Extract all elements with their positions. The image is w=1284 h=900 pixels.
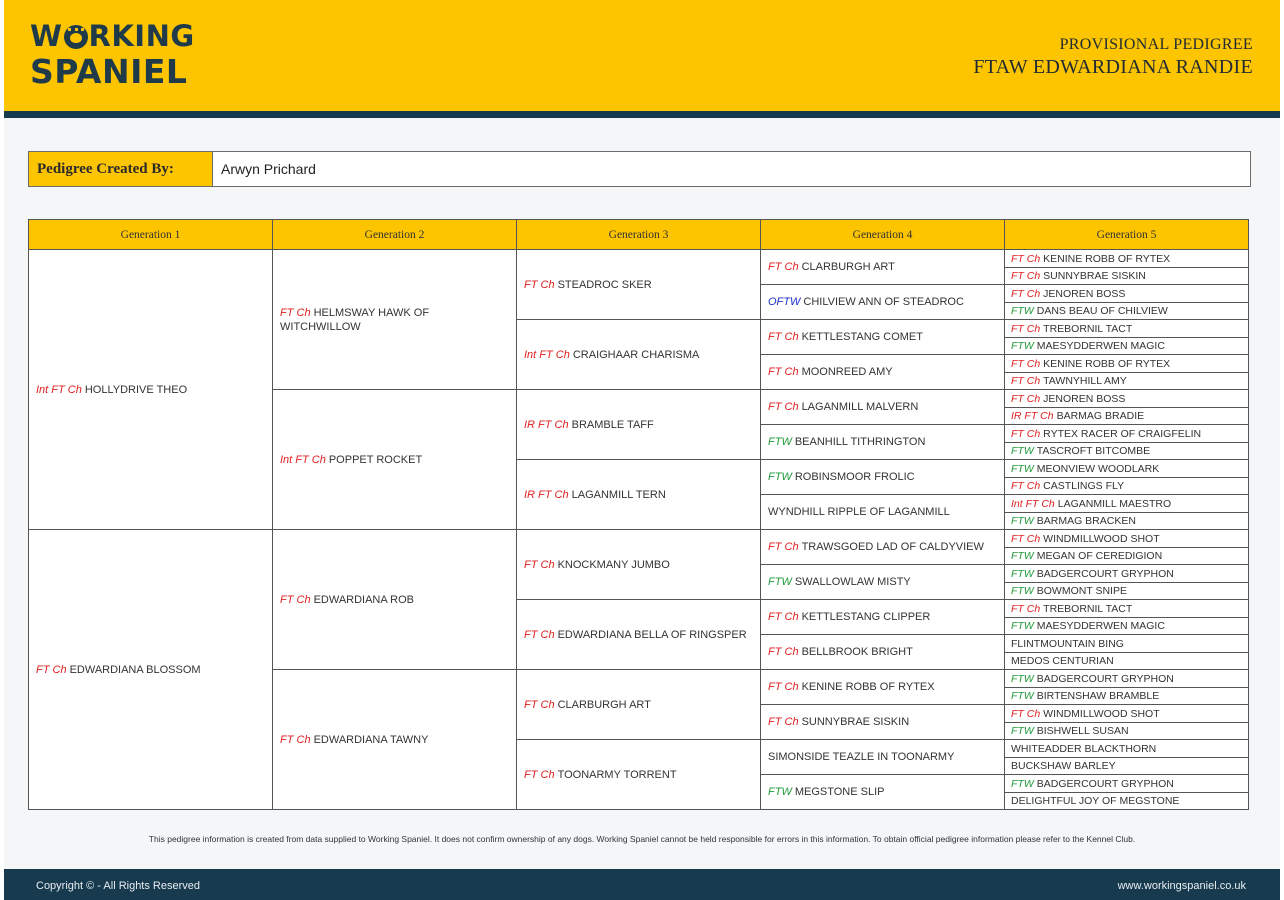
dog-entry-text — [1011, 637, 1124, 651]
pedigree-entry — [760, 529, 1005, 565]
pedigree-entry — [1004, 774, 1249, 793]
title-abbreviation: FT Ch — [1011, 480, 1041, 492]
dog-entry-text — [768, 750, 954, 764]
dog-entry-text — [768, 715, 909, 729]
title-abbreviation: FT Ch — [768, 261, 799, 273]
pedigree-entry — [1004, 267, 1249, 285]
dog-entry-text — [1011, 619, 1165, 633]
pedigree-entry — [1004, 617, 1249, 635]
dog-entry-text — [1011, 549, 1162, 563]
dog-name: MEGSTONE SLIP — [794, 786, 885, 798]
title-abbreviation: FTW — [1011, 672, 1034, 685]
title-abbreviation: FTW — [1011, 550, 1034, 562]
pedigree-entry — [1004, 372, 1249, 390]
title-abbreviation: FT Ch — [768, 716, 799, 728]
dog-name: MEGAN OF CEREDIGION — [1036, 550, 1163, 562]
dog-name: RYTEX RACER OF CRAIGFELIN — [1043, 427, 1202, 440]
dog-name: POPPET ROCKET — [328, 453, 423, 466]
dog-entry-text — [768, 680, 935, 694]
pedigree-entry — [28, 529, 273, 810]
dog-name: SUNNYBRAE SISKIN — [1043, 270, 1146, 282]
pedigree-entry — [760, 669, 1005, 705]
dog-name: CRAIGHAAR CHARISMA — [572, 348, 700, 361]
title-abbreviation: FT Ch — [1011, 707, 1041, 720]
dog-entry-text — [1011, 759, 1116, 773]
title-abbreviation: FT Ch — [524, 628, 555, 641]
pedigree-entry — [1004, 564, 1249, 583]
dog-entry-text — [1011, 584, 1127, 598]
dog-name: BADGERCOURT GRYPHON — [1036, 672, 1174, 685]
pedigree-entry — [1004, 389, 1249, 408]
pedigree-table — [28, 219, 1249, 809]
dog-entry-text — [36, 663, 201, 677]
dog-name: SIMONSIDE TEAZLE IN TOONARMY — [768, 751, 955, 763]
title-abbreviation: FT Ch — [1011, 322, 1041, 335]
title-abbreviation: FT Ch — [768, 611, 799, 623]
pedigree-entry — [1004, 792, 1249, 810]
dog-entry-text — [1011, 409, 1144, 423]
dog-name: DELIGHTFUL JOY OF MEGSTONE — [1011, 795, 1180, 807]
generation-header: Generation 4 — [760, 219, 1005, 250]
title-abbreviation: IR FT Ch — [1011, 410, 1054, 422]
dog-entry-text — [1011, 777, 1174, 791]
dog-entry-text — [1011, 269, 1146, 283]
disclaimer-text: This pedigree information is created from data supplied to Working Spaniel. It does not confirm ownership of any dogs. Working Spaniel cannot be held responsible for errors in this information. To obtain official pedigree information please refer to the Kennel Club. — [148, 834, 1136, 844]
dog-name: BARMAG BRACKEN — [1036, 515, 1136, 527]
dog-name: ROBINSMOOR FROLIC — [794, 471, 915, 483]
title-abbreviation: Int FT Ch — [1011, 497, 1055, 510]
dog-entry-text — [1011, 252, 1170, 266]
pedigree-entry — [1004, 337, 1249, 355]
dog-name: EDWARDIANA BLOSSOM — [69, 663, 201, 676]
dog-name: CASTLINGS FLY — [1043, 480, 1125, 492]
pedigree-entry — [1004, 442, 1249, 460]
pedigree-entry — [1004, 599, 1249, 618]
title-abbreviation: FT Ch — [1011, 357, 1041, 370]
pedigree-entry — [1004, 302, 1249, 320]
dog-entry-text — [1011, 724, 1129, 738]
title-abbreviation: FTW — [1011, 445, 1034, 457]
pedigree-entry — [1004, 687, 1249, 705]
dog-entry-text — [768, 575, 911, 589]
dog-name: KENINE ROBB OF RYTEX — [1043, 252, 1171, 265]
pedigree-entry — [760, 739, 1005, 775]
dog-entry-text — [1011, 672, 1174, 686]
dog-entry-text — [1011, 602, 1132, 616]
dog-entry-text — [768, 540, 984, 554]
pedigree-entry — [516, 669, 761, 740]
pedigree-entry — [1004, 757, 1249, 775]
dog-entry-text — [1011, 794, 1179, 808]
title-abbreviation: IR FT Ch — [524, 418, 569, 431]
pedigree-entry — [760, 459, 1005, 495]
title-abbreviation: FTW — [1011, 462, 1034, 475]
dog-name: SUNNYBRAE SISKIN — [801, 716, 910, 728]
dog-name: EDWARDIANA TAWNY — [313, 733, 429, 746]
pedigree-subtitle: PROVISIONAL PEDIGREE — [1059, 36, 1253, 53]
pedigree-entry — [1004, 249, 1249, 268]
dog-entry-text — [1011, 654, 1114, 668]
pedigree-entry — [760, 774, 1005, 810]
dog-entry-text — [524, 698, 651, 712]
dog-entry-text — [524, 558, 670, 572]
dog-entry-text — [36, 383, 187, 397]
title-abbreviation: FT Ch — [768, 541, 799, 553]
pedigree-entry — [1004, 477, 1249, 495]
dog-name: TASCROFT BITCOMBE — [1036, 445, 1151, 457]
dog-name: BRAMBLE TAFF — [571, 418, 654, 431]
pedigree-title-block — [973, 36, 1253, 79]
dog-name: STEADROC SKER — [557, 278, 652, 291]
pedigree-entry — [760, 634, 1005, 670]
title-abbreviation: FTW — [1011, 515, 1034, 527]
title-abbreviation: Int FT Ch — [524, 348, 570, 361]
dog-entry-text — [768, 330, 923, 344]
dog-entry-text — [768, 260, 895, 274]
copyright-text: Copyright © - All Rights Reserved — [36, 880, 201, 892]
pedigree-entry — [1004, 459, 1249, 478]
dog-entry-text — [280, 593, 414, 607]
pedigree-entry — [516, 319, 761, 390]
dog-entry-text — [524, 278, 652, 292]
dog-entry-text — [1011, 567, 1174, 581]
dog-name: LAGANMILL MAESTRO — [1057, 497, 1172, 510]
title-abbreviation: FT Ch — [36, 663, 67, 676]
dog-name: EDWARDIANA ROB — [313, 593, 415, 606]
pedigree-entry — [760, 249, 1005, 285]
dog-entry-text — [280, 306, 456, 334]
dog-entry-text — [1011, 357, 1170, 371]
dog-entry-text — [1011, 532, 1160, 546]
title-abbreviation: FT Ch — [768, 366, 799, 378]
pedigree-entry — [1004, 547, 1249, 565]
title-abbreviation: FTW — [768, 436, 792, 448]
dog-name: KENINE ROBB OF RYTEX — [1043, 357, 1171, 370]
pedigree-entry — [760, 704, 1005, 740]
title-abbreviation: Int FT Ch — [280, 453, 326, 466]
dog-entry-text — [1011, 497, 1171, 511]
pedigree-entry — [272, 529, 517, 670]
dog-entry-text — [1011, 287, 1125, 301]
dog-name: FLINTMOUNTAIN BING — [1011, 637, 1124, 650]
dog-entry-text — [1011, 339, 1165, 353]
dog-name: MAESYDDERWEN MAGIC — [1036, 340, 1165, 352]
pedigree-entry — [272, 249, 517, 390]
pedigree-entry — [1004, 722, 1249, 740]
dog-name: JENOREN BOSS — [1043, 392, 1126, 405]
header-bar — [4, 0, 1280, 111]
title-abbreviation: FTW — [1011, 777, 1034, 790]
dog-entry-text — [768, 645, 913, 659]
dog-entry-text — [1011, 444, 1150, 458]
dog-entry-text — [280, 733, 428, 747]
logo-text-w: W — [30, 19, 63, 53]
title-abbreviation: FTW — [1011, 620, 1034, 632]
title-abbreviation: FTW — [1011, 567, 1034, 580]
dog-entry-text — [768, 365, 893, 379]
pedigree-entry — [1004, 739, 1249, 758]
dog-name: HOLLYDRIVE THEO — [84, 383, 188, 396]
dog-name: BEANHILL TITHRINGTON — [794, 436, 926, 448]
pedigree-entry — [516, 739, 761, 810]
dog-name: BELLBROOK BRIGHT — [801, 646, 913, 658]
dog-name-title: FTAW EDWARDIANA RANDIE — [973, 56, 1253, 78]
pedigree-entry — [516, 459, 761, 530]
pedigree-entry — [760, 389, 1005, 425]
title-abbreviation: FT Ch — [1011, 287, 1041, 300]
dog-name: MEDOS CENTURIAN — [1011, 655, 1114, 667]
title-abbreviation: FTW — [1011, 305, 1034, 317]
header-divider — [4, 111, 1280, 118]
pedigree-entry — [760, 284, 1005, 320]
dog-entry-text — [768, 505, 950, 519]
pedigree-entry — [760, 494, 1005, 530]
title-abbreviation: OFTW — [768, 296, 801, 308]
dog-name: WINDMILLWOOD SHOT — [1043, 707, 1160, 720]
pedigree-entry — [516, 599, 761, 670]
pedigree-entry — [1004, 284, 1249, 303]
pedigree-entry — [272, 669, 517, 810]
title-abbreviation: FT Ch — [1011, 427, 1041, 440]
generation-header: Generation 5 — [1004, 219, 1249, 250]
created-by-value: Arwyn Prichard — [221, 161, 316, 177]
dog-name: BISHWELL SUSAN — [1036, 725, 1129, 737]
dog-entry-text — [524, 488, 666, 502]
dog-entry-text — [524, 768, 677, 782]
pedigree-entry — [1004, 354, 1249, 373]
dog-name: EDWARDIANA BELLA OF RINGSPER — [557, 628, 747, 641]
pedigree-page — [4, 0, 1280, 900]
logo-text-rking: RKING — [88, 19, 195, 53]
dog-entry-text — [1011, 479, 1124, 493]
title-abbreviation: FT Ch — [280, 593, 311, 606]
title-abbreviation: FT Ch — [768, 681, 799, 693]
title-abbreviation: FT Ch — [1011, 392, 1041, 405]
generation-header: Generation 1 — [28, 219, 273, 250]
dog-entry-text — [1011, 374, 1127, 388]
dog-name: TRAWSGOED LAD OF CALDYVIEW — [801, 541, 984, 553]
title-abbreviation: FT Ch — [1011, 602, 1041, 615]
generation-header: Generation 3 — [516, 219, 761, 250]
dog-name: HELMSWAY HAWK OF WITCHWILLOW — [280, 306, 430, 333]
pedigree-entry — [1004, 582, 1249, 600]
pedigree-entry — [1004, 652, 1249, 670]
dog-entry-text — [768, 470, 915, 484]
dog-name: BADGERCOURT GRYPHON — [1036, 567, 1174, 580]
dog-name: SWALLOWLAW MISTY — [794, 576, 911, 588]
title-abbreviation: FT Ch — [1011, 252, 1041, 265]
dog-entry-text — [1011, 322, 1132, 336]
dog-entry-text — [280, 453, 422, 467]
dog-name: MAESYDDERWEN MAGIC — [1036, 620, 1165, 632]
pedigree-entry — [1004, 494, 1249, 513]
dog-entry-text — [768, 400, 918, 414]
pedigree-entry — [760, 424, 1005, 460]
pedigree-entry — [272, 389, 517, 530]
website-link[interactable]: www.workingspaniel.co.uk — [1117, 880, 1246, 892]
pedigree-entry — [760, 564, 1005, 600]
title-abbreviation: FTW — [1011, 340, 1034, 352]
title-abbreviation: FT Ch — [524, 558, 555, 571]
dog-name: KNOCKMANY JUMBO — [557, 558, 670, 571]
dog-entry-text — [1011, 427, 1201, 441]
dog-name: CHILVIEW ANN OF STEADROC — [803, 296, 964, 308]
title-abbreviation: FT Ch — [768, 401, 799, 413]
pedigree-entry — [28, 249, 273, 530]
title-abbreviation: FT Ch — [524, 278, 555, 291]
pedigree-entry — [1004, 319, 1249, 338]
title-abbreviation: FTW — [768, 576, 792, 588]
title-abbreviation: FTW — [768, 786, 792, 798]
title-abbreviation: FTW — [768, 471, 792, 483]
pedigree-entry — [1004, 424, 1249, 443]
dog-name: BUCKSHAW BARLEY — [1011, 760, 1116, 772]
pedigree-entry — [1004, 529, 1249, 548]
logo-text-spaniel: SPANIEL — [30, 52, 188, 91]
dog-name: CLARBURGH ART — [801, 261, 895, 273]
title-abbreviation: FT Ch — [280, 306, 311, 319]
dog-name: MEONVIEW WOODLARK — [1036, 462, 1160, 475]
dog-entry-text — [1011, 514, 1136, 528]
dog-name: WINDMILLWOOD SHOT — [1043, 532, 1160, 545]
pedigree-entry — [516, 249, 761, 320]
pedigree-entry — [1004, 512, 1249, 530]
dog-name: KETTLESTANG COMET — [801, 331, 923, 343]
created-by-row — [28, 151, 1251, 187]
dog-entry-text — [524, 628, 747, 642]
title-abbreviation: FT Ch — [1011, 270, 1041, 282]
dog-entry-text — [1011, 304, 1168, 318]
footer-bar — [4, 869, 1280, 900]
dog-name: CLARBURGH ART — [557, 698, 651, 711]
pedigree-entry — [1004, 669, 1249, 688]
dog-name: TOONARMY TORRENT — [557, 768, 677, 781]
paw-icon — [64, 25, 88, 49]
dog-entry-text — [524, 348, 699, 362]
dog-name: DANS BEAU OF CHILVIEW — [1036, 305, 1168, 317]
dog-name: TREBORNIL TACT — [1043, 602, 1133, 615]
dog-name: BIRTENSHAW BRAMBLE — [1036, 690, 1160, 702]
title-abbreviation: FT Ch — [768, 646, 799, 658]
pedigree-entry — [516, 529, 761, 600]
dog-name: BOWMONT SNIPE — [1036, 585, 1127, 597]
dog-name: TAWNYHILL AMY — [1043, 375, 1127, 387]
title-abbreviation: FTW — [1011, 585, 1034, 597]
dog-entry-text — [1011, 707, 1160, 721]
dog-entry-text — [1011, 392, 1125, 406]
title-abbreviation: FT Ch — [280, 733, 311, 746]
dog-name: LAGANMILL TERN — [571, 488, 666, 501]
generation-header: Generation 2 — [272, 219, 517, 250]
dog-name: BARMAG BRADIE — [1056, 410, 1145, 422]
pedigree-entry — [760, 319, 1005, 355]
pedigree-entry — [1004, 634, 1249, 653]
pedigree-entry — [1004, 407, 1249, 425]
dog-name: WHITEADDER BLACKTHORN — [1011, 742, 1157, 755]
dog-entry-text — [524, 418, 654, 432]
title-abbreviation: FT Ch — [524, 768, 555, 781]
dog-name: BADGERCOURT GRYPHON — [1036, 777, 1174, 790]
pedigree-entry — [760, 599, 1005, 635]
created-by-label: Pedigree Created By: — [29, 152, 213, 186]
title-abbreviation: FT Ch — [1011, 532, 1041, 545]
dog-name: LAGANMILL MALVERN — [801, 401, 919, 413]
dog-name: JENOREN BOSS — [1043, 287, 1126, 300]
dog-entry-text — [1011, 689, 1159, 703]
pedigree-entry — [516, 389, 761, 460]
title-abbreviation: FTW — [1011, 725, 1034, 737]
dog-name: WYNDHILL RIPPLE OF LAGANMILL — [768, 506, 950, 518]
title-abbreviation: IR FT Ch — [524, 488, 569, 501]
working-spaniel-logo[interactable] — [30, 19, 195, 91]
pedigree-entry — [1004, 704, 1249, 723]
dog-name: MOONREED AMY — [801, 366, 893, 378]
dog-entry-text — [1011, 742, 1156, 756]
dog-entry-text — [1011, 462, 1159, 476]
title-abbreviation: FT Ch — [1011, 375, 1041, 387]
dog-entry-text — [768, 435, 925, 449]
dog-name: KETTLESTANG CLIPPER — [801, 611, 931, 623]
title-abbreviation: FT Ch — [768, 331, 799, 343]
dog-name: KENINE ROBB OF RYTEX — [801, 681, 935, 693]
title-abbreviation: Int FT Ch — [36, 383, 82, 396]
dog-name: TREBORNIL TACT — [1043, 322, 1133, 335]
pedigree-entry — [760, 354, 1005, 390]
dog-entry-text — [768, 610, 930, 624]
title-abbreviation: FTW — [1011, 690, 1034, 702]
title-abbreviation: FT Ch — [524, 698, 555, 711]
dog-entry-text — [768, 785, 884, 799]
dog-entry-text — [768, 295, 964, 309]
